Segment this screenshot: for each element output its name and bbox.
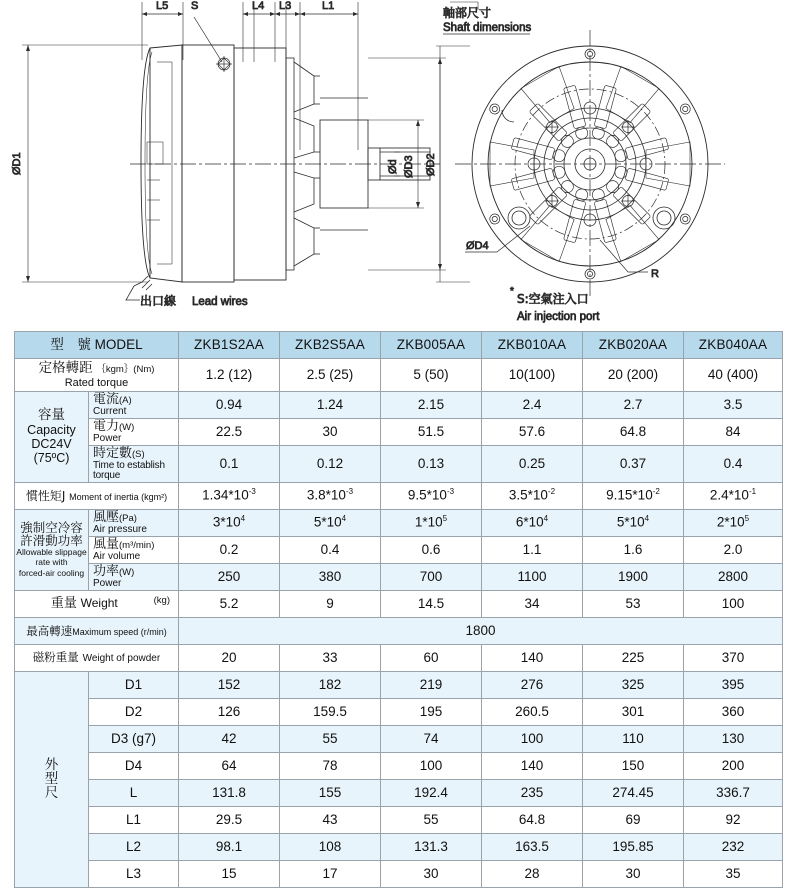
air-volume-label xyxy=(89,536,179,563)
dim-label-d1: ØD1 xyxy=(11,152,23,175)
dim-label-l5: L5 xyxy=(156,0,169,12)
table-row-air-pressure xyxy=(15,509,783,536)
table-row-dim-l2 xyxy=(15,833,783,860)
max-speed-label xyxy=(15,617,179,644)
table-row-dim-d3 xyxy=(15,725,783,752)
cell: 1.1 xyxy=(482,536,583,563)
lead-wires-label-en: Lead wires xyxy=(192,296,248,308)
model-col-1: ZKB2S5AA xyxy=(280,332,381,359)
rated-torque-label xyxy=(15,359,179,392)
air-volume-en: Air volume xyxy=(93,550,141,562)
dim-name: D1 xyxy=(89,671,179,698)
inertia-cn: 慣性矩J xyxy=(25,488,66,503)
dim-label-d3-section: ØD3 xyxy=(403,155,415,178)
cell: 14.5 xyxy=(381,590,482,617)
air-port-marker: * xyxy=(510,286,514,297)
cell: 126 xyxy=(179,698,280,725)
cell: 195.85 xyxy=(583,833,684,860)
cell: 84 xyxy=(684,419,783,446)
cell: 92 xyxy=(684,806,783,833)
cell: 78 xyxy=(280,752,381,779)
cell: 42 xyxy=(179,725,280,752)
weight-unit: (kg) xyxy=(153,595,170,607)
cell: 1100 xyxy=(482,563,583,590)
dim-label-d-shaft: Ød xyxy=(387,159,399,174)
table-row-current xyxy=(15,392,783,419)
cell: $3.8*10^{-3}$ xyxy=(280,482,381,509)
capacity-cn: 容量 xyxy=(38,407,65,424)
power-dc-cn: 電力 xyxy=(93,419,120,435)
specification-table xyxy=(14,331,783,888)
slippage-cn1: 強制空冷容 xyxy=(20,519,83,535)
powder-weight-label xyxy=(15,644,179,671)
cell: 110 xyxy=(583,725,684,752)
slippage-en2: rate with xyxy=(35,557,68,568)
slippage-group-label xyxy=(15,509,89,590)
face-view xyxy=(436,2,725,323)
cell: 100 xyxy=(684,590,783,617)
cell: 150 xyxy=(583,752,684,779)
cell: 57.6 xyxy=(482,419,583,446)
cell: 64.8 xyxy=(583,419,684,446)
cell: 10(100) xyxy=(482,359,583,392)
cell: $5*10^4$ xyxy=(280,509,381,536)
power-cooling-cn: 功率 xyxy=(93,564,120,580)
cell: 130 xyxy=(684,725,783,752)
cell: 155 xyxy=(280,779,381,806)
cell: $6*10^4$ xyxy=(482,509,583,536)
cell: 33 xyxy=(280,644,381,671)
dim-name: L3 xyxy=(89,860,179,887)
slippage-en3: forced-air cooling xyxy=(18,568,85,579)
dim-label-l3: L3 xyxy=(279,0,292,12)
cross-section-view xyxy=(11,0,446,308)
cell: 17 xyxy=(280,860,381,887)
table-row-max-speed xyxy=(15,617,783,644)
table-row-rated-torque xyxy=(15,359,783,392)
cell: 0.37 xyxy=(583,446,684,483)
cell: 2.7 xyxy=(583,392,684,419)
table-row-dim-d4 xyxy=(15,752,783,779)
table-row-power-dc xyxy=(15,419,783,446)
dim-group-char-2: 尺 xyxy=(44,785,59,802)
cell: 2.5 (25) xyxy=(280,359,381,392)
power-cooling-label xyxy=(89,563,179,590)
table-row-dim-d2 xyxy=(15,698,783,725)
cell: 55 xyxy=(280,725,381,752)
model-col-5: ZKB040AA xyxy=(684,332,783,359)
air-pressure-en: Air pressure xyxy=(93,523,147,535)
air-pressure-unit: (Pa) xyxy=(119,513,137,525)
model-col-4: ZKB020AA xyxy=(583,332,684,359)
cell: 0.1 xyxy=(179,446,280,483)
dim-label-d4: ØD4 xyxy=(466,240,489,252)
dim-group-char-0: 外 xyxy=(44,756,59,773)
current-en: Current xyxy=(93,406,127,418)
cell: 2.0 xyxy=(684,536,783,563)
power-cooling-unit: (W) xyxy=(119,567,135,579)
lead-wires-label-cn: 出口線 xyxy=(140,294,177,308)
model-col-3: ZKB010AA xyxy=(482,332,583,359)
time-constant-cn: 時定數 xyxy=(93,446,133,461)
cell: 336.7 xyxy=(684,779,783,806)
cell: 69 xyxy=(583,806,684,833)
cell: 0.13 xyxy=(381,446,482,483)
dim-name: D2 xyxy=(89,698,179,725)
table-row-weight xyxy=(15,590,783,617)
weight-label xyxy=(15,590,179,617)
dim-name: D4 xyxy=(89,752,179,779)
cell: $2*10^5$ xyxy=(684,509,783,536)
power-cooling-en: Power xyxy=(93,577,122,589)
cell: 9 xyxy=(280,590,381,617)
cell: 3.5 xyxy=(684,392,783,419)
technical-drawing xyxy=(0,0,800,326)
cell: 159.5 xyxy=(280,698,381,725)
table-row-powder-weight xyxy=(15,644,783,671)
dim-name: L2 xyxy=(89,833,179,860)
weight-cn: 重量 xyxy=(50,596,77,612)
cell: 100 xyxy=(381,752,482,779)
table-row-dim-l1 xyxy=(15,806,783,833)
model-col-0: ZKB1S2AA xyxy=(179,332,280,359)
dim-name: L xyxy=(89,779,179,806)
cell: 131.3 xyxy=(381,833,482,860)
dimension-group-label xyxy=(15,671,89,887)
cell: 140 xyxy=(482,752,583,779)
rated-torque-unit: ｛kgm｝(Nm) xyxy=(96,363,155,375)
cell: 40 (400) xyxy=(684,359,783,392)
cell: 34 xyxy=(482,590,583,617)
time-constant-label xyxy=(89,446,179,483)
power-dc-unit: (W) xyxy=(119,422,135,434)
cell: $9.5*10^{-3}$ xyxy=(381,482,482,509)
cell: 163.5 xyxy=(482,833,583,860)
capacity-voltage: DC24V xyxy=(31,436,72,451)
cell: 29.5 xyxy=(179,806,280,833)
cell: 55 xyxy=(381,806,482,833)
air-port-label-en: Air injection port xyxy=(517,311,600,323)
dim-label-s: S xyxy=(191,0,199,12)
dim-label-d2-section: ØD2 xyxy=(425,153,437,176)
dim-label-l1: L1 xyxy=(322,0,335,12)
cell: 51.5 xyxy=(381,419,482,446)
dim-group-char-1: 型 xyxy=(44,771,59,788)
cell: 380 xyxy=(280,563,381,590)
dim-name: L1 xyxy=(89,806,179,833)
current-cn: 電流 xyxy=(93,392,120,408)
cell: 5.2 xyxy=(179,590,280,617)
cell: 30 xyxy=(583,860,684,887)
cell: 1900 xyxy=(583,563,684,590)
model-col-2: ZKB005AA xyxy=(381,332,482,359)
model-header xyxy=(15,332,179,359)
table-row-dim-l xyxy=(15,779,783,806)
cell: 0.12 xyxy=(280,446,381,483)
air-pressure-label xyxy=(89,509,179,536)
cell: 700 xyxy=(381,563,482,590)
cell: 195 xyxy=(381,698,482,725)
cell: 395 xyxy=(684,671,783,698)
current-unit: (A) xyxy=(119,395,132,407)
dim-name: D3 (g7) xyxy=(89,725,179,752)
cell: $1.34*10^{-3}$ xyxy=(179,482,280,509)
weight-en: Weight xyxy=(80,596,118,611)
cell: 98.1 xyxy=(179,833,280,860)
air-pressure-cn: 風壓 xyxy=(93,510,120,526)
cell: $2.4*10^{-1}$ xyxy=(684,482,783,509)
cell: 235 xyxy=(482,779,583,806)
model-header-cn: 型 號 xyxy=(50,336,91,353)
cell: 0.25 xyxy=(482,446,583,483)
cell: 219 xyxy=(381,671,482,698)
table-row-air-volume xyxy=(15,536,783,563)
time-constant-en: Time to establish torque xyxy=(93,459,165,482)
table-header-row xyxy=(15,332,783,359)
cell: 64 xyxy=(179,752,280,779)
cell: 1.6 xyxy=(583,536,684,563)
cell: 360 xyxy=(684,698,783,725)
cell: 43 xyxy=(280,806,381,833)
cell: 30 xyxy=(280,419,381,446)
cell: 131.8 xyxy=(179,779,280,806)
capacity-en: Capacity xyxy=(27,422,76,437)
cell: 301 xyxy=(583,698,684,725)
cell: 2.15 xyxy=(381,392,482,419)
table-row-inertia xyxy=(15,482,783,509)
cell: $9.15*10^{-2}$ xyxy=(583,482,684,509)
cell: $5*10^4$ xyxy=(583,509,684,536)
cell: 274.45 xyxy=(583,779,684,806)
cell: 0.94 xyxy=(179,392,280,419)
cell: 20 xyxy=(179,644,280,671)
capacity-temp: (75ºC) xyxy=(33,450,70,465)
cell: 370 xyxy=(684,644,783,671)
slippage-en1: Allowable slippage xyxy=(16,546,87,557)
cell: 22.5 xyxy=(179,419,280,446)
cell: $3.5*10^{-2}$ xyxy=(482,482,583,509)
cell: 64.8 xyxy=(482,806,583,833)
cell: 192.4 xyxy=(381,779,482,806)
shaft-dimensions-label-cn: 軸部尺寸 xyxy=(443,6,492,20)
cell: 325 xyxy=(583,671,684,698)
cell: 60 xyxy=(381,644,482,671)
cell: 200 xyxy=(684,752,783,779)
max-speed-cn: 最高轉速 xyxy=(26,623,73,638)
cell: 28 xyxy=(482,860,583,887)
cell: 250 xyxy=(179,563,280,590)
cell: 30 xyxy=(381,860,482,887)
cell: 225 xyxy=(583,644,684,671)
dim-label-r: R xyxy=(651,268,659,280)
slippage-cn2: 許滑動功率 xyxy=(20,532,83,548)
powder-weight-cn: 磁粉重量 xyxy=(32,650,79,665)
table-row-time-constant xyxy=(15,446,783,483)
table-row-power-cooling xyxy=(15,563,783,590)
cell: 182 xyxy=(280,671,381,698)
cell: 1.24 xyxy=(280,392,381,419)
cell: 0.4 xyxy=(684,446,783,483)
current-label xyxy=(89,392,179,419)
capacity-group-label xyxy=(15,392,89,483)
cell: 260.5 xyxy=(482,698,583,725)
cell: 0.6 xyxy=(381,536,482,563)
dim-label-l4: L4 xyxy=(252,0,265,12)
cell: 5 (50) xyxy=(381,359,482,392)
time-constant-unit: (S) xyxy=(132,449,145,460)
cell: 20 (200) xyxy=(583,359,684,392)
cell: 0.2 xyxy=(179,536,280,563)
cell: 15 xyxy=(179,860,280,887)
cell: 74 xyxy=(381,725,482,752)
power-dc-label xyxy=(89,419,179,446)
cell: 276 xyxy=(482,671,583,698)
rated-torque-cn: 定格轉距 xyxy=(38,359,93,376)
cell: $3*10^4$ xyxy=(179,509,280,536)
cell: $1*10^5$ xyxy=(381,509,482,536)
max-speed-value: 1800 xyxy=(179,617,783,644)
cell: 53 xyxy=(583,590,684,617)
cell: 140 xyxy=(482,644,583,671)
power-dc-en: Power xyxy=(93,433,122,445)
cell: 35 xyxy=(684,860,783,887)
table-row-dim-d1 xyxy=(15,671,783,698)
cell: 0.4 xyxy=(280,536,381,563)
cell: 108 xyxy=(280,833,381,860)
cell: 2.4 xyxy=(482,392,583,419)
powder-weight-en: Weight of powder xyxy=(82,653,161,665)
cell: 152 xyxy=(179,671,280,698)
rated-torque-en: Rated torque xyxy=(64,376,129,389)
inertia-label xyxy=(15,482,179,509)
shaft-dimensions-label-en: Shaft dimensions xyxy=(443,22,532,34)
max-speed-en: Maximum speed (r/min) xyxy=(72,626,167,637)
cell: 232 xyxy=(684,833,783,860)
table-row-dim-l3 xyxy=(15,860,783,887)
model-header-en: MODEL xyxy=(94,336,143,352)
cell: 2800 xyxy=(684,563,783,590)
air-volume-cn: 風量 xyxy=(93,537,120,553)
air-volume-unit: (m³/min) xyxy=(119,540,155,552)
air-port-label-cn: S:空氣注入口 xyxy=(517,292,589,306)
cell: 1.2 (12) xyxy=(179,359,280,392)
cell: 100 xyxy=(482,725,583,752)
inertia-en: Moment of inertia (kgm²) xyxy=(69,491,168,502)
